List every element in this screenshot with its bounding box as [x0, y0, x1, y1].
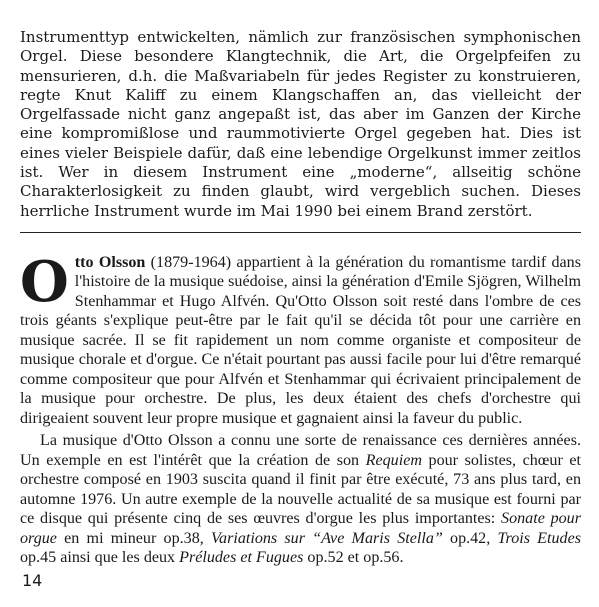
- french-paragraph-2: [20, 431, 581, 568]
- work-title-sonate: Sonate pour orgue: [20, 510, 581, 547]
- text-run: op.52 et op.56.: [303, 549, 404, 567]
- text-run: en mi mineur op.38,: [56, 529, 211, 547]
- section-divider: [20, 232, 581, 233]
- page-number: 14: [22, 571, 43, 590]
- work-title-etudes: Trois Etudes: [497, 529, 581, 547]
- french-section: [20, 248, 581, 568]
- composer-name: tto Olsson: [74, 253, 146, 271]
- text-run: op.42,: [442, 529, 498, 547]
- work-title-variations: Variations sur “Ave Maris Stella”: [211, 529, 443, 547]
- french-paragraph-1: [20, 248, 581, 429]
- drop-cap: O: [20, 248, 69, 315]
- text-run: La musique d'Otto Olsson a connu une sorte de renaissance ces dernières années. Un exemple en est l'intérêt que la création de son: [20, 432, 581, 469]
- german-paragraph: Instrumenttyp entwickelten, nämlich zur französischen symphonischen Orgel. Diese besondere Klangtechnik, die Art, die Orgelpfeifen zu mensurieren, d.h. die Maßvariabeln für jedes Register zu konstruieren, regte Knut Kaliff zu einem Klangschaffen an, das vielleicht der Orgelfassade nicht ganz angepaßt ist, das aber im Ganzen der Kirche eine kompromißlose und raummotivierte Orgel gegeben hat. Dies ist eines vieler Beispiele dafür, daß eine lebendige Orgelkunst immer zeitlos ist. Wer in diesem Instrument eine „moderne“, allseitig schöne Charakterlosigkeit zu finden glaubt, wird vergeblich suchen. Dieses herrliche Instrument wurde im Mai 1990 bei einem Brand zerstört.: [20, 28, 581, 220]
- text-run: op.45 ainsi que les deux: [20, 549, 180, 567]
- work-title-preludes: Préludes et Fugues: [179, 549, 304, 567]
- french-paragraph-1-text: (1879-1964) appartient à la génération du romantisme tardif dans l'histoire de la musique suédoise, ainsi la génération d'Emile Sjögren, Wilhelm Stenhammar et Hugo Alfvén. Qu'Otto Olsson soit resté dans l'ombre de ces trois géants s'explique peut-être par le fait qu'il se décida tôt pour une carrière en musique sacrée. Il se fit rapidement un nom comme organiste et compositeur de musique chorale et d'orgue. Ce n'était pourtant pas aussi facile pour lui d'être remarqué comme compositeur que pour Alfvén et Stenhammar qui écrivaient principalement de la musique pour orchestre. De plus, les deux étaient des chefs d'orchestre qui dirigeaient souvent leur propre musique et gagnaient ainsi la faveur du public.: [20, 253, 581, 427]
- page: [20, 28, 581, 568]
- text-run: pour solistes, chœur et orchestre composé en 1903 suscita quand il finit par être exécuté, 73 ans plus tard, en automne 1976. Un autre exemple de la nouvelle actualité de sa musique est fourni par ce disque qui présente cinq de ses œuvres d'orgue les plus importantes:: [20, 451, 581, 528]
- work-title-requiem: Requiem: [365, 451, 422, 469]
